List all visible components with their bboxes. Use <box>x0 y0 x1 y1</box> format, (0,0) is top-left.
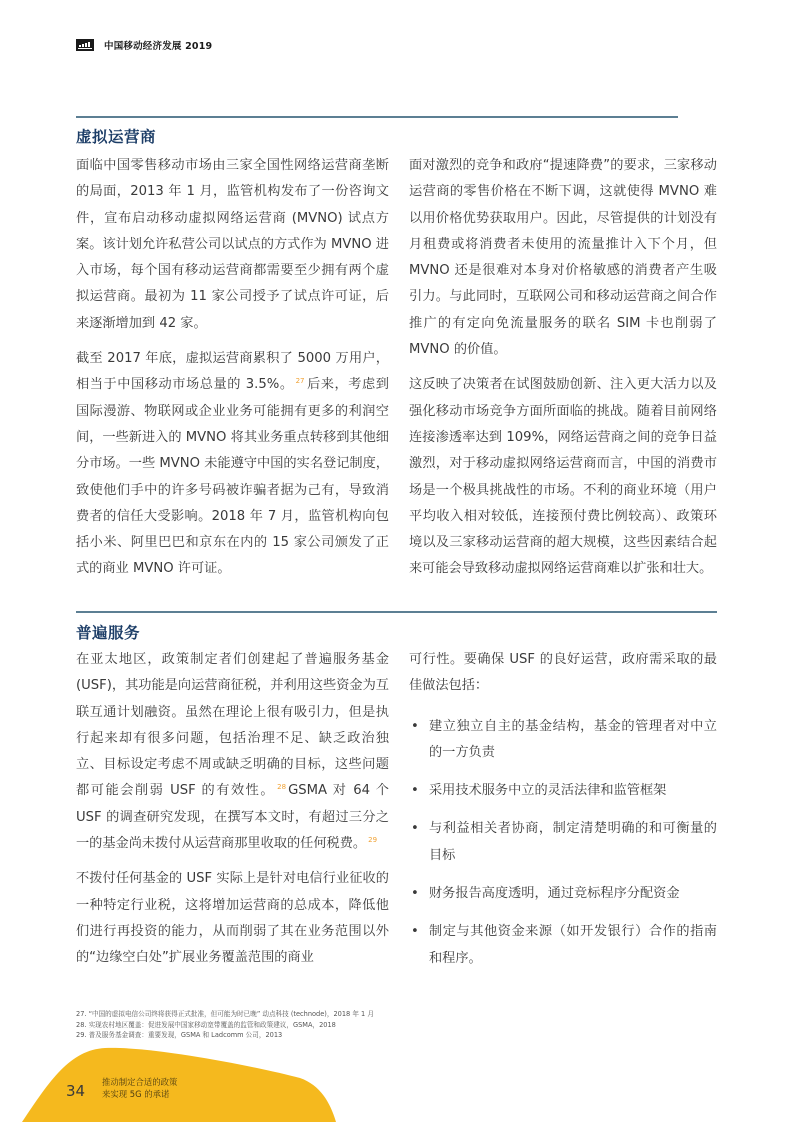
paragraph: 可行性。要确保 USF 的良好运营，政府需采取的最佳做法包括： <box>409 652 717 694</box>
section-divider <box>76 611 717 613</box>
section-title-universal-service: 普遍服务 <box>76 624 141 642</box>
footnote-28: 28. 实现农村地区覆盖：促进发展中国家移动宽带覆盖的监管和政策建议，GSMA，2018 <box>76 1020 336 1029</box>
paragraph: 面临中国零售移动市场由三家全国性网络运营商垄断的局面，2013 年 1 月，监管机构发布了一份咨询文件，宣布启动移动虚拟网络运营商 (MVNO) 试点方案。该计划允许私营公司以试点的方式作为 MVNO 进入市场，每个国有移动运营商都需要至少拥有两个虚拟运营商。最初为 11 家公司授予了试点许可证，后来逐渐增加到 42 家。 <box>76 158 389 331</box>
gsma-logo-icon <box>76 39 94 51</box>
paragraph: 这反映了决策者在试图鼓励创新、注入更大活力以及强化移动市场竞争方面所面临的挑战。随着目前网络连接渗透率达到 109%，网络运营商之间的竞争日益激烈，对于移动虚拟网络运营商而言，中国的消费市场是一个极具挑战性的市场。不利的商业环境（用户平均收入相对较低，连接预付费比例较高）、政策环境以及三家移动运营商的超大规模，这些因素结合起来可能会导致移动虚拟网络运营商难以扩张和壮大。 <box>409 377 717 577</box>
bullet-icon: • <box>411 783 419 799</box>
list-item: • 建立独立自主的基金结构，基金的管理者对中立的一方负责 <box>409 714 717 767</box>
usf-left-column <box>76 647 389 981</box>
running-header <box>76 38 212 52</box>
list-item: • 采用技术服务中立的灵活法律和监管框架 <box>409 778 717 804</box>
footnote-ref-29[interactable]: 29 <box>368 835 378 844</box>
paragraph: 在亚太地区，政策制定者们创建起了普遍服务基金 (USF)，其功能是向运营商征税，并利用这些资金为互联互通计划融资。虽然在理论上很有吸引力，但是执行起来却有很多问题，包括治理不足、缺乏政治独立、目标设定考虑不周或缺乏明确的目标，这些问题都可能会削弱 USF 的有效性。 $^{28}$ GSMA 对 64 个 USF 的调查研究发现，在撰写本文时，有超过三分之一的基金尚未拨付从运营商那里收取的任何税费。 $^{29}$ <box>76 652 389 852</box>
footer-accent-shape <box>0 1040 360 1122</box>
footnote-ref-28[interactable]: 28 <box>277 783 287 792</box>
paragraph: 面对激烈的竞争和政府“提速降费”的要求，三家移动运营商的零售价格在不断下调，这就使得 MVNO 难以用价格优势获取用户。因此，尽管提供的计划没有月租费或将消费者未使用的流量推计入下个月，但 MVNO 还是很难对本身对价格敏感的消费者产生吸引力。与此同时，互联网公司和移动运营商之间合作推广的有定向免流量服务的联名 SIM 卡也削弱了 MVNO 的价值。 <box>409 158 717 358</box>
mvno-left-column <box>76 153 389 592</box>
bullet-icon: • <box>411 821 419 837</box>
footnotes <box>76 1009 374 1041</box>
bullet-icon: • <box>411 924 419 940</box>
list-item: • 与利益相关者协商，制定清楚明确的和可衡量的目标 <box>409 816 717 869</box>
bullet-icon: • <box>411 886 419 902</box>
paragraph: 不拨付任何基金的 USF 实际上是针对电信行业征收的一种特定行业税，这将增加运营商的总成本，降低他们进行再投资的能力，从而削弱了其在业务范围以外的“边缘空白处”扩展业务覆盖范围的商业 <box>76 871 389 966</box>
list-item: • 财务报告高度透明，通过竞标程序分配资金 <box>409 881 717 907</box>
usf-right-column <box>409 647 717 984</box>
report-title: 中国移动经济发展 2019 <box>104 41 213 52</box>
list-item: • 制定与其他资金来源（如开发银行）合作的指南和程序。 <box>409 919 717 972</box>
paragraph: 截至 2017 年底，虚拟运营商累积了 5000 万用户，相当于中国移动市场总量的 3.5%。 $^{27}$ 后来，考虑到国际漫游、物联网或企业业务可能拥有更多的利润空间，一些新进入的 MVNO 将其业务重点转移到其他细分市场。一些 MVNO 未能遵守中国的实名登记制度，致使他们手中的许多号码被诈骗者据为己有，导致消费者的信任大受影响。2018 年 7 月，监管机构向包括小米、阿里巴巴和京东在内的 15 家公司颁发了正式的商业 MVNO 许可证。 <box>76 351 389 577</box>
best-practices-list <box>409 714 717 972</box>
footnote-ref-27[interactable]: 27 <box>295 376 305 385</box>
section-title-mvno: 虚拟运营商 <box>76 128 157 146</box>
footnote-27: 27. “中国的虚拟电信公司终将获得正式批准，但可能为时已晚” 动点科技 (technode)，2018 年 1 月 <box>76 1010 374 1018</box>
page-number: 34 <box>66 1082 86 1100</box>
bullet-icon: • <box>411 718 419 734</box>
section-divider <box>76 116 678 118</box>
footnote-29: 29. 普及服务基金调查：重要发现，GSMA 和 Ladcomm 公司，2013 <box>76 1031 283 1039</box>
mvno-right-column <box>409 153 717 592</box>
footer-publication-title: 推动制定合适的政策 来实现 5G 的承诺 <box>102 1077 178 1099</box>
